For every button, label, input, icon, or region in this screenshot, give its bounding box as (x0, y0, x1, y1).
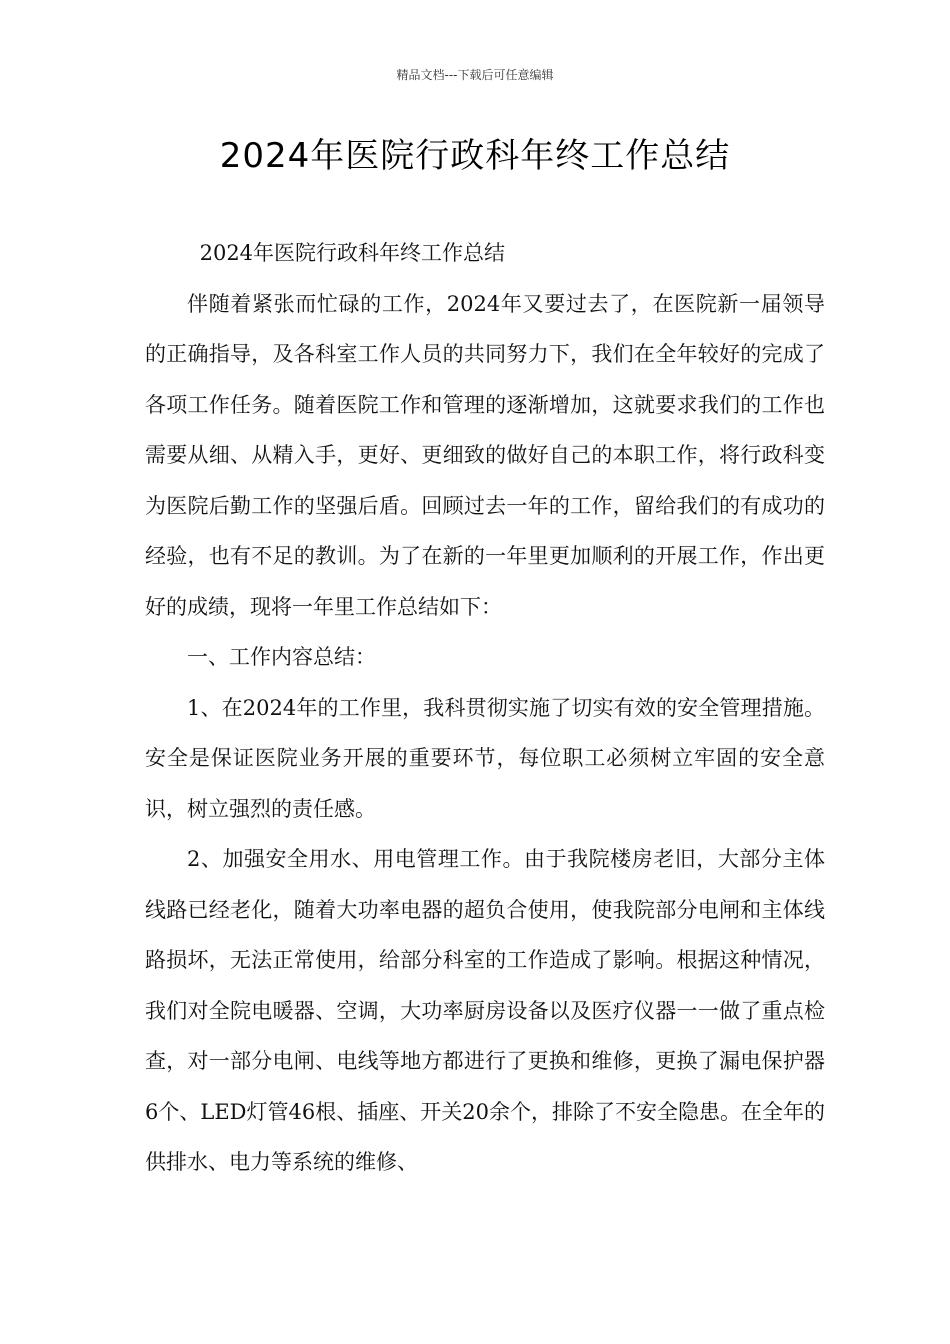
paragraph-intro: 伴随着紧张而忙碌的工作，2024年又要过去了，在医院新一届领导的正确指导，及各科室工作人员的共同努力下，我们在全年较好的完成了各项工作任务。随着医院工作和管理的逐渐增加，这就要求我们的工作也需要从细、从精入手，更好、更细致的做好自己的本职工作，将行政科变为医院后勤工作的坚强后盾。回顾过去一年的工作，留给我们的有成功的经验，也有不足的教训。为了在新的一年里更加顺利的开展工作，作出更好的成绩，现将一年里工作总结如下： (145, 291, 825, 619)
paragraph-item-2: 2、加强安全用水、用电管理工作。由于我院楼房老旧，大部分主体线路已经老化，随着大功率电器的超负合使用，使我院部分电闸和主体线路损坏，无法正常使用，给部分科室的工作造成了影响。根据这种情况，我们对全院电暖器、空调，大功率厨房设备以及医疗仪器一一做了重点检查，对一部分电闸、电线等地方都进行了更换和维修，更换了漏电保护器6个、LED灯管46根、插座、开关20余个，排除了不安全隐患。在全年的供排水、电力等系统的维修、 (145, 847, 825, 1174)
section-heading-1: 一、工作内容总结： (187, 645, 376, 669)
document-title: 2024年医院行政科年终工作总结 (219, 136, 731, 176)
document-body (145, 228, 825, 1188)
paragraph-item-1: 1、在2024年的工作里，我科贯彻实施了切实有效的安全管理措施。安全是保证医院业务开展的重要环节，每位职工必须树立牢固的安全意识，树立强烈的责任感。 (145, 695, 825, 821)
header-note: 精品文档---下载后可任意编辑 (396, 68, 554, 82)
document-subtitle: 2024年医院行政科年终工作总结 (199, 241, 506, 265)
